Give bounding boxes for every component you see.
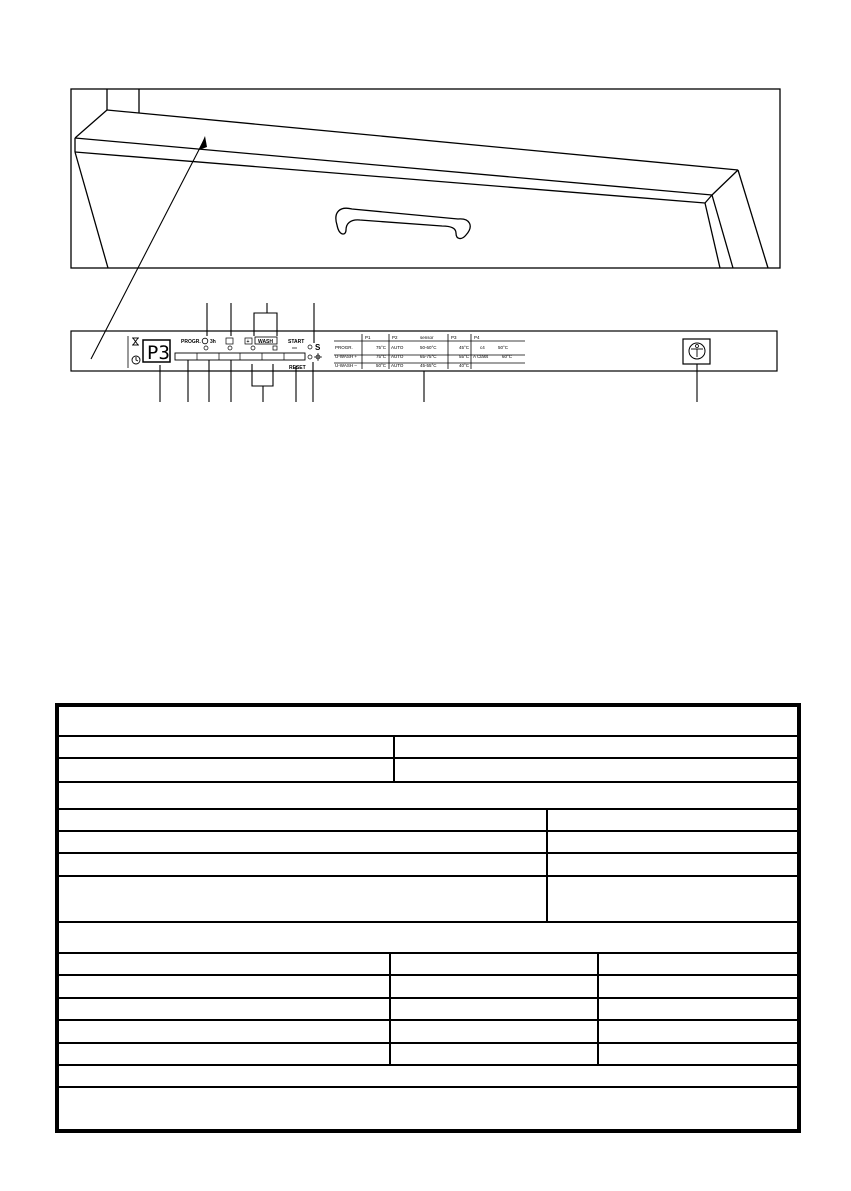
svg-text:45-55°C: 45-55°C (420, 363, 437, 368)
svg-text:50-60°C: 50-60°C (420, 345, 437, 350)
svg-text:sensor: sensor (420, 335, 434, 340)
table-cell (59, 759, 395, 781)
table-cell (59, 832, 548, 852)
table-row-footer (59, 1088, 797, 1129)
svg-text:PROGR.: PROGR. (335, 345, 353, 350)
table-cell (59, 999, 391, 1019)
indicator-leds (204, 345, 312, 359)
table-row (59, 976, 797, 999)
table-cell (391, 976, 599, 997)
sun-icon (314, 353, 322, 361)
svg-text:75°C: 75°C (376, 345, 387, 350)
table-row (59, 737, 797, 759)
svg-text:P2: P2 (392, 335, 398, 340)
svg-text:40°C: 40°C (459, 363, 470, 368)
table-row (59, 810, 797, 832)
svg-text:U-WASH –: U-WASH – (335, 363, 357, 368)
table-cell (59, 877, 548, 921)
table-row (59, 832, 797, 854)
table-row (59, 954, 797, 976)
table-row-section (59, 923, 797, 954)
salt-icon: S (315, 343, 321, 352)
programme-chart (334, 334, 525, 369)
table-cell (391, 999, 599, 1019)
svg-text:50°C: 50°C (498, 345, 509, 350)
svg-text:P3: P3 (451, 335, 457, 340)
table-cell (59, 954, 391, 974)
door-illustration (71, 89, 780, 268)
svg-text:55°C: 55°C (459, 354, 470, 359)
panel-buttons (197, 353, 284, 360)
svg-text:c4: c4 (480, 345, 485, 350)
table-cell (391, 954, 599, 974)
display-value: P3 (147, 342, 170, 364)
svg-text:A Class: A Class (473, 354, 489, 359)
table-cell (391, 1044, 599, 1064)
table-row-section (59, 783, 797, 810)
start-label: START (288, 339, 305, 345)
svg-text:AUTO: AUTO (391, 354, 404, 359)
table-row (59, 877, 797, 923)
table-cell (59, 854, 548, 875)
svg-text:P1: P1 (365, 335, 371, 340)
plus-label: + (246, 339, 250, 345)
half-load-icon (226, 338, 233, 344)
table-row (59, 1044, 797, 1066)
arrow-pointer-icon (91, 136, 207, 359)
table-row (59, 999, 797, 1021)
table-cell (391, 1021, 599, 1042)
table-row (59, 1021, 797, 1044)
table-cell (59, 976, 391, 997)
hourglass-icon (132, 338, 139, 345)
specification-table (55, 703, 801, 1133)
wash-label: WASH (258, 339, 273, 345)
svg-text:75°C: 75°C (376, 354, 387, 359)
svg-text:65-75°C: 65-75°C (420, 354, 437, 359)
drawer-handle-icon (336, 208, 470, 238)
table-cell (59, 1044, 391, 1064)
table-row (59, 1066, 797, 1088)
svg-text:AUTO: AUTO (391, 345, 404, 350)
table-cell (59, 810, 548, 830)
svg-text:50°C: 50°C (376, 363, 387, 368)
table-row (59, 759, 797, 783)
table-row (59, 854, 797, 877)
svg-text:P4: P4 (474, 335, 480, 340)
svg-text:60°C: 60°C (502, 354, 513, 359)
table-row-title (59, 707, 797, 737)
svg-text:AUTO: AUTO (391, 363, 404, 368)
reset-label: RESET (289, 365, 306, 371)
control-panel (71, 331, 777, 371)
power-button-icon[interactable] (683, 339, 710, 364)
svg-text:U-WASH +: U-WASH + (335, 354, 357, 359)
progr-label: PROGR. (181, 339, 201, 345)
clock-icon (132, 356, 140, 364)
table-cell (59, 737, 395, 757)
delay-label: 3h (210, 339, 216, 345)
door-frame (71, 89, 780, 268)
delay-icon (202, 338, 208, 344)
svg-text:45°C: 45°C (459, 345, 470, 350)
table-cell (59, 1021, 391, 1042)
